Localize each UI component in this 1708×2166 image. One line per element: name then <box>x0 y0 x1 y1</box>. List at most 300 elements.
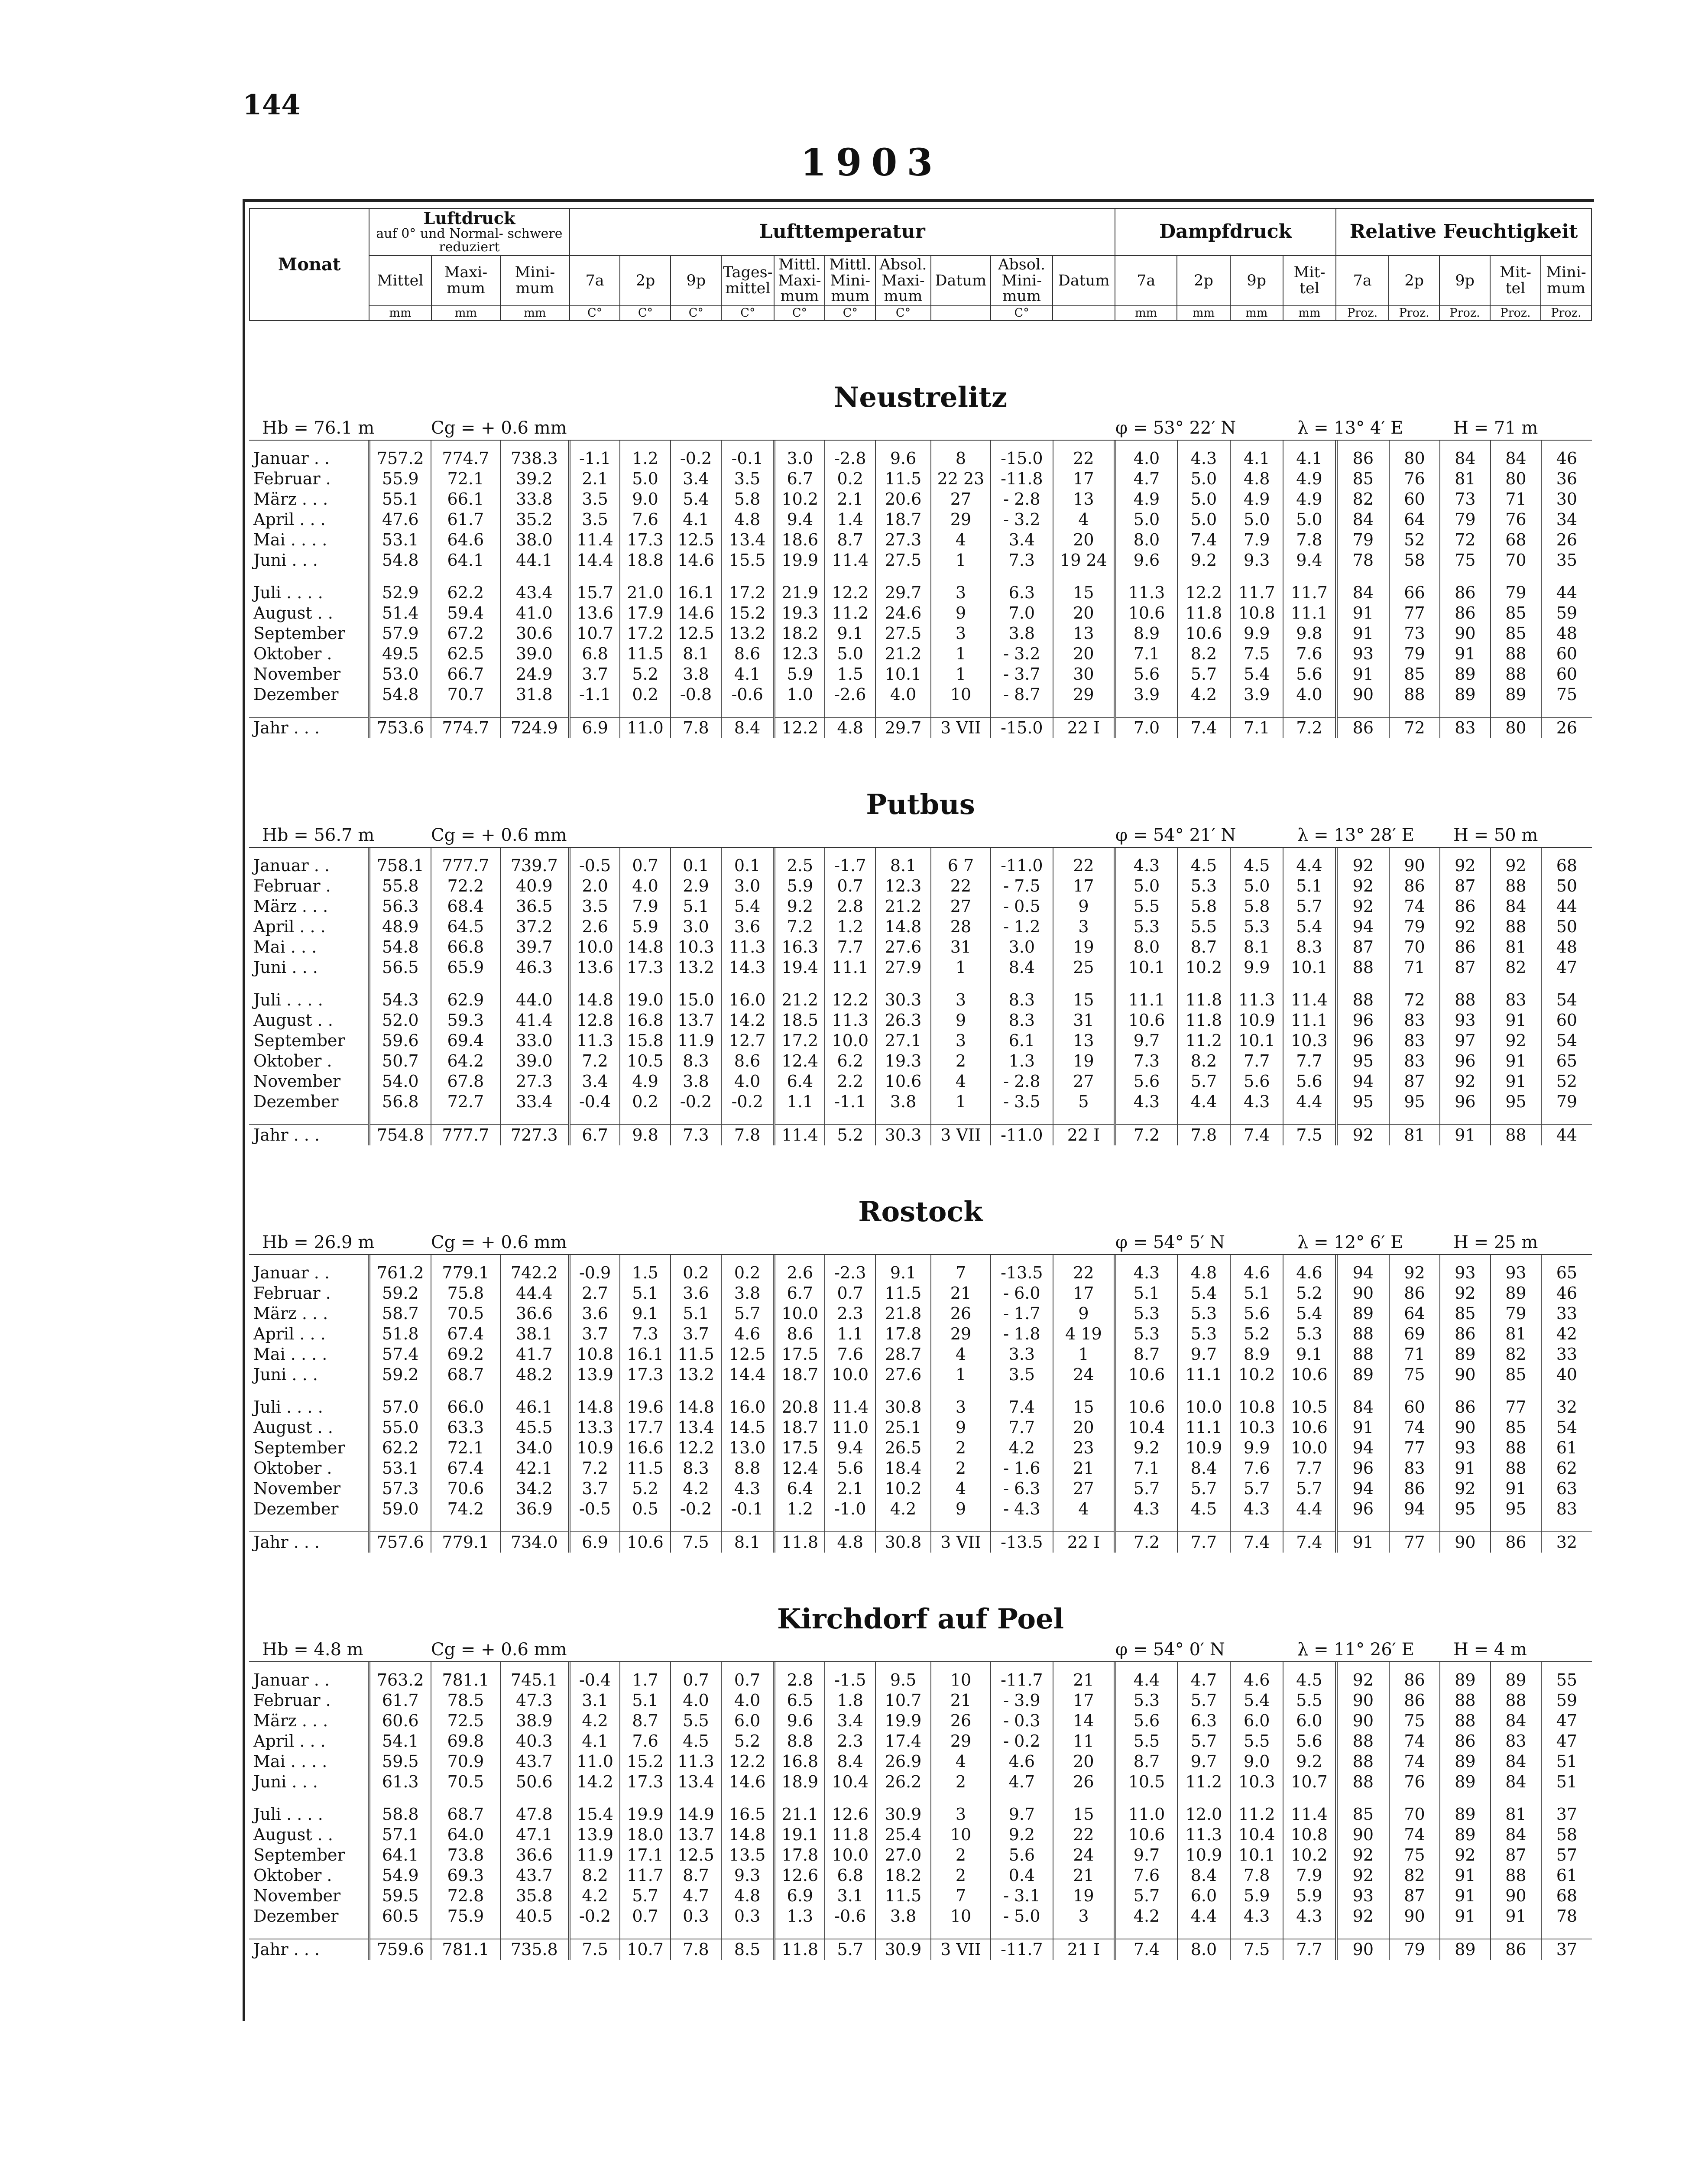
cell: 7.6 <box>1283 644 1336 664</box>
table-row <box>249 1825 1592 1845</box>
cell: 9.6 <box>774 1711 825 1731</box>
cell: 6.5 <box>774 1690 825 1711</box>
cell: - 4.3 <box>991 1499 1053 1519</box>
cell: 10.6 <box>1115 1825 1177 1845</box>
cell: 92 <box>1440 917 1491 937</box>
header-unit-18: Proz. <box>1336 306 1389 321</box>
cell: 79 <box>1491 583 1541 603</box>
cell: 3.8 <box>721 1283 774 1303</box>
cell: 9.7 <box>1177 1751 1230 1772</box>
row-spacer <box>249 978 1592 990</box>
row-label: Jahr . . . <box>249 1532 369 1553</box>
cell: 14.6 <box>671 603 721 623</box>
cell: 84 <box>1440 441 1491 469</box>
cell: 11.8 <box>825 1825 875 1845</box>
cell: 90 <box>1440 1532 1491 1553</box>
cell: 2.3 <box>825 1303 875 1324</box>
cell: 73.8 <box>431 1845 500 1865</box>
cell: 3.4 <box>825 1711 875 1731</box>
cell: 4.3 <box>1115 1092 1177 1112</box>
cell: 6.3 <box>1177 1711 1230 1731</box>
cell: 61.7 <box>431 509 500 530</box>
cell: 10.6 <box>1177 623 1230 644</box>
cell: 87 <box>1389 1071 1440 1092</box>
cell: 9.7 <box>1177 1344 1230 1365</box>
cell: 21.2 <box>774 990 825 1010</box>
station-coordinates <box>249 1232 1592 1255</box>
cell: 90 <box>1336 1939 1389 1960</box>
header-unit-11 <box>931 306 991 321</box>
table-row <box>249 1283 1592 1303</box>
cell: -0.6 <box>721 684 774 705</box>
cell: 0.2 <box>825 469 875 489</box>
cell: 4.6 <box>1230 1255 1283 1283</box>
cell: 3.5 <box>991 1365 1053 1385</box>
cell: 83 <box>1389 1051 1440 1071</box>
row-label: Mai . . . . <box>253 530 327 549</box>
cell: 68.7 <box>431 1804 500 1825</box>
table-row <box>249 603 1592 623</box>
cell: 40 <box>1541 1365 1592 1385</box>
cell: 14.8 <box>569 1397 620 1417</box>
cell: 12.7 <box>721 1031 774 1051</box>
header-col-1: Mittel <box>369 256 431 306</box>
cell: 79 <box>1491 1303 1541 1324</box>
header-unit-12: C° <box>991 306 1053 321</box>
cell: 6.4 <box>774 1071 825 1092</box>
cell: 11.8 <box>774 1532 825 1553</box>
cell: 77 <box>1389 603 1440 623</box>
table-row <box>249 1071 1592 1092</box>
cell: 88 <box>1491 644 1541 664</box>
header-unit-7: C° <box>721 306 774 321</box>
cell: 87 <box>1440 876 1491 896</box>
cell: 19.9 <box>774 550 825 571</box>
cell: 10.2 <box>1230 1365 1283 1385</box>
cell: 5.3 <box>1177 1324 1230 1344</box>
cell: 3.7 <box>569 1479 620 1499</box>
cell: 64.1 <box>369 1845 431 1865</box>
cell: 27.1 <box>875 1031 931 1051</box>
cell: -0.4 <box>569 1662 620 1690</box>
cell: 0.7 <box>825 876 875 896</box>
cell: -1.1 <box>569 684 620 705</box>
cell: 19.1 <box>774 1825 825 1845</box>
cell: 3.7 <box>671 1324 721 1344</box>
cell: 5.6 <box>1115 664 1177 684</box>
cell: 88 <box>1336 1344 1389 1365</box>
cell: 62.9 <box>431 990 500 1010</box>
cell: 5.4 <box>1177 1283 1230 1303</box>
cell: 84 <box>1491 441 1541 469</box>
header-col-7: Tages- mittel <box>721 256 774 306</box>
cell: 8.4 <box>991 957 1053 978</box>
cell: 1 <box>931 644 991 664</box>
cell: 6.0 <box>1283 1711 1336 1731</box>
cell: 83 <box>1491 990 1541 1010</box>
cell: 70 <box>1491 550 1541 571</box>
cell: 13.9 <box>569 1365 620 1385</box>
cell: 8.7 <box>825 530 875 550</box>
cell: 29 <box>1053 684 1115 705</box>
cell: 4.6 <box>991 1751 1053 1772</box>
cell: 85 <box>1336 469 1389 489</box>
cell: 2.6 <box>569 917 620 937</box>
cell: 74 <box>1389 896 1440 917</box>
cell: 5.0 <box>1177 489 1230 509</box>
cell: 9.8 <box>620 1125 671 1145</box>
cell: 21.0 <box>620 583 671 603</box>
cell: - 2.8 <box>991 1071 1053 1092</box>
cell: 11 <box>1053 1731 1115 1751</box>
cell: 86 <box>1440 1397 1491 1417</box>
cell: 89 <box>1440 1662 1491 1690</box>
cell: 7.8 <box>1177 1125 1230 1145</box>
cell: 8.1 <box>721 1532 774 1553</box>
cell: 22 <box>1053 848 1115 876</box>
cell: - 8.7 <box>991 684 1053 705</box>
cell: 3.5 <box>569 896 620 917</box>
cell: -1.1 <box>569 441 620 469</box>
cell: 92 <box>1336 876 1389 896</box>
header-col-4: 7a <box>570 256 620 306</box>
cell: 20 <box>1053 1751 1115 1772</box>
cell: 6.4 <box>774 1479 825 1499</box>
cell: 88 <box>1491 1125 1541 1145</box>
cell: 94 <box>1336 1479 1389 1499</box>
cell: 27.6 <box>875 1365 931 1385</box>
table-row <box>249 937 1592 957</box>
table-row <box>249 1731 1592 1751</box>
row-label: Juli . . . . <box>253 990 323 1009</box>
cell: 5.6 <box>991 1845 1053 1865</box>
cell: 64.0 <box>431 1825 500 1845</box>
cell: 80 <box>1491 717 1541 738</box>
cell: 84 <box>1491 1825 1541 1845</box>
cell: 3.4 <box>671 469 721 489</box>
cell: 6.7 <box>569 1125 620 1145</box>
station-hb: Hb = 26.9 m <box>262 1232 375 1252</box>
cell: 47 <box>1541 957 1592 978</box>
row-label: März . . . <box>253 490 328 509</box>
cell: 17.4 <box>875 1731 931 1751</box>
cell: 5.6 <box>1115 1711 1177 1731</box>
cell: 60.6 <box>369 1711 431 1731</box>
cell: 81 <box>1389 1125 1440 1145</box>
cell: 5.4 <box>1230 1690 1283 1711</box>
table-row <box>249 509 1592 530</box>
table-row <box>249 489 1592 509</box>
cell: 12.6 <box>774 1865 825 1886</box>
cell: 5.0 <box>1230 509 1283 530</box>
cell: 7.3 <box>1115 1051 1177 1071</box>
cell: 1.7 <box>620 1662 671 1690</box>
cell: - 3.2 <box>991 509 1053 530</box>
cell: 92 <box>1336 1662 1389 1690</box>
cell: 11.1 <box>1283 603 1336 623</box>
cell: 2 <box>931 1772 991 1792</box>
row-spacer <box>249 1792 1592 1804</box>
page-number: 144 <box>243 89 301 121</box>
cell: 11.8 <box>1177 1010 1230 1031</box>
cell: 4.3 <box>1115 1255 1177 1283</box>
cell: 7 <box>931 1886 991 1906</box>
cell: 10.6 <box>1283 1417 1336 1438</box>
cell: 3 <box>931 1804 991 1825</box>
cell: 5.7 <box>1177 1690 1230 1711</box>
cell: 4.3 <box>1230 1092 1283 1112</box>
cell: 8.0 <box>1115 530 1177 550</box>
table-row <box>249 1438 1592 1458</box>
cell: 1.2 <box>825 917 875 937</box>
station-cg: Cg = + 0.6 mm <box>431 825 567 845</box>
cell: 22 I <box>1053 1532 1115 1553</box>
cell: 13.5 <box>721 1845 774 1865</box>
cell: 10.7 <box>1283 1772 1336 1792</box>
cell: 10.7 <box>569 623 620 644</box>
cell: 1.3 <box>774 1906 825 1926</box>
cell: 88 <box>1491 1690 1541 1711</box>
cell: 70.5 <box>431 1772 500 1792</box>
cell: 11.2 <box>825 603 875 623</box>
cell: 53.0 <box>369 664 431 684</box>
cell: 13.7 <box>671 1010 721 1031</box>
cell: 75 <box>1389 1365 1440 1385</box>
row-spacer <box>249 1385 1592 1397</box>
cell: 11.4 <box>1283 1804 1336 1825</box>
table-row-year <box>249 1939 1592 1960</box>
cell: 27.9 <box>875 957 931 978</box>
cell: 10.2 <box>1283 1845 1336 1865</box>
station-name: Neustrelitz <box>833 381 1008 414</box>
header-col-19: 2p <box>1389 256 1439 306</box>
cell: 781.1 <box>431 1662 500 1690</box>
cell: 0.5 <box>620 1499 671 1519</box>
cell: 2.7 <box>569 1283 620 1303</box>
cell: 88 <box>1491 917 1541 937</box>
cell: 9.9 <box>1230 623 1283 644</box>
cell: 83 <box>1389 1458 1440 1479</box>
cell: 754.8 <box>369 1125 431 1145</box>
cell: 8.7 <box>671 1865 721 1886</box>
cell: 15 <box>1053 1804 1115 1825</box>
cell: 4.8 <box>825 717 875 738</box>
cell: 0.7 <box>825 1283 875 1303</box>
cell: 4.9 <box>620 1071 671 1092</box>
cell: 72.8 <box>431 1886 500 1906</box>
station-data-table <box>249 1662 1592 1960</box>
row-label: Juni . . . <box>253 551 318 570</box>
header-col-15: 2p <box>1177 256 1230 306</box>
cell: 11.2 <box>1177 1031 1230 1051</box>
cell: 735.8 <box>500 1939 570 1960</box>
cell: 4.9 <box>1283 469 1336 489</box>
cell: 72.2 <box>431 876 500 896</box>
header-col-3: Mini- mum <box>500 256 569 306</box>
row-label: September <box>253 1845 345 1864</box>
table-row <box>249 644 1592 664</box>
cell: 72 <box>1389 990 1440 1010</box>
cell: 5.2 <box>825 1125 875 1145</box>
cell: 60 <box>1541 1010 1592 1031</box>
table-row <box>249 848 1592 876</box>
cell: 8.4 <box>721 717 774 738</box>
cell: 18.9 <box>774 1772 825 1792</box>
cell: 3.3 <box>991 1344 1053 1365</box>
cell: 9.3 <box>721 1865 774 1886</box>
cell: 4 <box>931 1479 991 1499</box>
cell: 51.8 <box>369 1324 431 1344</box>
cell: 5.4 <box>671 489 721 509</box>
table-row <box>249 550 1592 571</box>
table-row <box>249 917 1592 937</box>
cell: 5.4 <box>1230 664 1283 684</box>
cell: 91 <box>1491 1051 1541 1071</box>
cell: 5 <box>1053 1092 1115 1112</box>
cell: -11.7 <box>991 1662 1053 1690</box>
cell: 46 <box>1541 1283 1592 1303</box>
cell: 7.6 <box>825 1344 875 1365</box>
cell: 6.9 <box>569 1532 620 1553</box>
cell: 8.2 <box>1177 644 1230 664</box>
station-phi: φ = 54° 5′ N <box>1115 1232 1225 1252</box>
cell: 66.1 <box>431 489 500 509</box>
cell: 5.4 <box>1283 917 1336 937</box>
header-col-6: 9p <box>671 256 721 306</box>
row-spacer <box>249 1519 1592 1532</box>
station-lambda: λ = 13° 4′ E <box>1297 418 1403 438</box>
cell: 91 <box>1336 623 1389 644</box>
row-label: Februar . <box>253 876 331 895</box>
cell: 16.1 <box>671 583 721 603</box>
cell: 5.2 <box>1230 1324 1283 1344</box>
cell: 7.5 <box>569 1939 620 1960</box>
cell: 5.3 <box>1177 1303 1230 1324</box>
cell: 68 <box>1541 1886 1592 1906</box>
row-label: März . . . <box>253 897 328 916</box>
cell: 763.2 <box>369 1662 431 1690</box>
cell: 56.8 <box>369 1092 431 1112</box>
cell: 95 <box>1491 1499 1541 1519</box>
cell: 777.7 <box>431 848 500 876</box>
cell: 6.2 <box>825 1051 875 1071</box>
cell: 64.6 <box>431 530 500 550</box>
cell: 13.9 <box>569 1825 620 1845</box>
cell: 86 <box>1389 1690 1440 1711</box>
cell: 10.0 <box>825 1845 875 1865</box>
header-col-9: Mittl. Mini- mum <box>825 256 875 306</box>
header-unit-3: mm <box>500 306 569 321</box>
cell: 11.3 <box>1230 990 1283 1010</box>
cell: 7.9 <box>620 896 671 917</box>
cell: 761.2 <box>369 1255 431 1283</box>
cell: 46 <box>1541 441 1592 469</box>
header-col-22: Mini- mum <box>1541 256 1591 306</box>
cell: 10.2 <box>774 489 825 509</box>
cell: 7.8 <box>1230 1865 1283 1886</box>
cell: -0.9 <box>569 1255 620 1283</box>
cell: -0.2 <box>721 1092 774 1112</box>
header-unit-13 <box>1053 306 1115 321</box>
cell: 16.6 <box>620 1438 671 1458</box>
cell: - 5.0 <box>991 1906 1053 1926</box>
cell: 20 <box>1053 1417 1115 1438</box>
cell: 4.3 <box>1177 441 1230 469</box>
table-row <box>249 1344 1592 1365</box>
cell: 3.8 <box>875 1906 931 1926</box>
cell: 6.8 <box>569 644 620 664</box>
cell: 9.2 <box>1283 1751 1336 1772</box>
cell: 4.4 <box>1283 1499 1336 1519</box>
cell: 74 <box>1389 1417 1440 1438</box>
cell: 67.2 <box>431 623 500 644</box>
row-label: Mai . . . . <box>253 1752 327 1771</box>
header-unit-4: C° <box>570 306 620 321</box>
cell: 4.9 <box>1115 489 1177 509</box>
cell: 17.8 <box>875 1324 931 1344</box>
cell: 11.3 <box>825 1010 875 1031</box>
cell: 65 <box>1541 1255 1592 1283</box>
cell: 17.3 <box>620 530 671 550</box>
cell: 11.7 <box>1283 583 1336 603</box>
cell: 48 <box>1541 623 1592 644</box>
cell: 5.8 <box>1230 896 1283 917</box>
cell: 44 <box>1541 1125 1592 1145</box>
cell: 13.4 <box>721 530 774 550</box>
cell: 32 <box>1541 1397 1592 1417</box>
cell: 4.5 <box>671 1731 721 1751</box>
cell: 7.7 <box>991 1417 1053 1438</box>
cell: 10.1 <box>875 664 931 684</box>
cell: 6.0 <box>721 1711 774 1731</box>
row-label: Januar . . <box>253 449 330 468</box>
cell: 4.4 <box>1283 1092 1336 1112</box>
station-h: H = 50 m <box>1453 825 1538 845</box>
cell: 58 <box>1541 1825 1592 1845</box>
cell: 5.6 <box>1230 1303 1283 1324</box>
cell: 18.7 <box>774 1365 825 1385</box>
cell: 92 <box>1336 1125 1389 1145</box>
station-block <box>249 1191 1592 1553</box>
cell: 10.3 <box>1230 1772 1283 1792</box>
cell: 12.5 <box>671 623 721 644</box>
cell: 4.4 <box>1283 848 1336 876</box>
cell: 58.7 <box>369 1303 431 1324</box>
cell: 5.2 <box>620 1479 671 1499</box>
cell: 90 <box>1389 1906 1440 1926</box>
header-dampfdruck: Dampfdruck <box>1115 208 1336 256</box>
cell: - 0.5 <box>991 896 1053 917</box>
cell: 86 <box>1389 1662 1440 1690</box>
cell: 92 <box>1440 1479 1491 1499</box>
cell: 5.9 <box>1283 1886 1336 1906</box>
cell: 4 <box>931 1344 991 1365</box>
cell: 92 <box>1440 1071 1491 1092</box>
cell: 759.6 <box>369 1939 431 1960</box>
cell: 4.2 <box>569 1886 620 1906</box>
cell: 4 <box>931 1751 991 1772</box>
cell: 5.7 <box>825 1939 875 1960</box>
cell: 62.2 <box>369 1438 431 1458</box>
cell: 79 <box>1389 917 1440 937</box>
cell: 30.9 <box>875 1939 931 1960</box>
cell: 8.6 <box>721 644 774 664</box>
cell: 5.0 <box>1115 509 1177 530</box>
header-unit-19: Proz. <box>1389 306 1439 321</box>
cell: 76 <box>1389 469 1440 489</box>
cell: - 1.6 <box>991 1458 1053 1479</box>
cell: 0.7 <box>620 1906 671 1926</box>
